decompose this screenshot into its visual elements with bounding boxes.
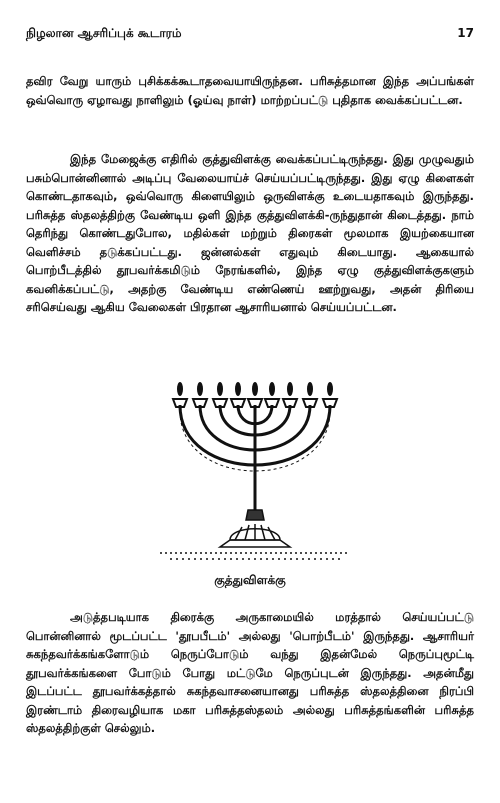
menorah-base — [160, 510, 350, 559]
menorah-illustration — [160, 375, 350, 575]
lamp-flames — [177, 382, 333, 396]
page-number: 17 — [457, 26, 474, 40]
figure-caption: குத்துவிளக்கு — [214, 573, 286, 587]
paragraph-2: இந்த மேஜைக்கு எதிரில் குத்துவிளக்கு வைக்கப்பட்டிருந்தது. இது முழுவதும் பசும்பொன்னினால் அடிப்பு வேலையாய்ச் செய்யப்பட்டிருந்தது. இது ஏழு கிளைகள் கொண்டதாகவும், ஒவ்வொரு கிளையிலும் ஒருவிளக்கு உடையதாகவும் இருந்தது. பரிசுத்த ஸ்தலத்திற்கு வேண்டிய ஒளி இந்த குத்துவிளக்கி-ருந்துதான் கிடைத்தது. நாம் தெரிந்து கொண்டதுபோல, மதில்கள் மற்றும் திரைகள் மூலமாக இயற்கையான வெளிச்சம் தடுக்கப்பட்டது. ஜன்னல்கள் எதுவும் கிடையாது. ஆகையால் பொற்பீடத்தில் தூபவர்க்கமிடும் நேரங்களில், இந்த ஏழு குத்துவிளக்குகளும் கவனிக்கப்பட்டு, அதற்கு வேண்டிய எண்ணெய் ஊற்றுவது, அதன் திரியை சரிசெய்வது ஆகிய வேலைகள் பிரதான ஆசாரியனால் செய்யப்பட்டன. — [26, 152, 474, 314]
paragraph-1: தவிர வேறு யாரும் புசிக்கக்கூடாதவையாயிருந்தன. பரிசுத்தமான இந்த அப்பங்கள் ஒவ்வொரு ஏழாவது நாளிலும் (ஓய்வு நாள்) மாற்றப்பட்டு புதிதாக வைக்கப்பட்டன. — [26, 74, 474, 107]
menorah-icon — [180, 405, 330, 510]
paragraph-3: அடுத்தபடியாக திரைக்கு அருகாமையில் மரத்தால் செய்யப்பட்டு பொன்னினால் மூடப்பட்ட 'தூபபீடம்' அல்லது 'பொற்பீடம்' இருந்தது. ஆசாரியர் சுகந்தவர்க்கங்களோடும் நெருப்போடும் வந்து இதன்மேல் நெருப்புமூட்டி தூபவர்க்கங்களை போடும் போது மட்டுமே நெருப்புடன் இருந்தது. அதன்மீது இடப்பட்ட தூபவர்க்கத்தால் சுகந்தவாசனையானது பரிசுத்த ஸ்தலத்தினை நிரப்பி இரண்டாம் திரைவழியாக மகா பரிசுத்தஸ்தலம் அல்லது பரிசுத்தங்களின் பரிசுத்த ஸ்தலத்திற்குள் செல்லும். — [26, 610, 474, 735]
running-title: நிழலான ஆசரிப்புக் கூடாரம் — [26, 26, 182, 40]
page-header — [26, 26, 474, 42]
